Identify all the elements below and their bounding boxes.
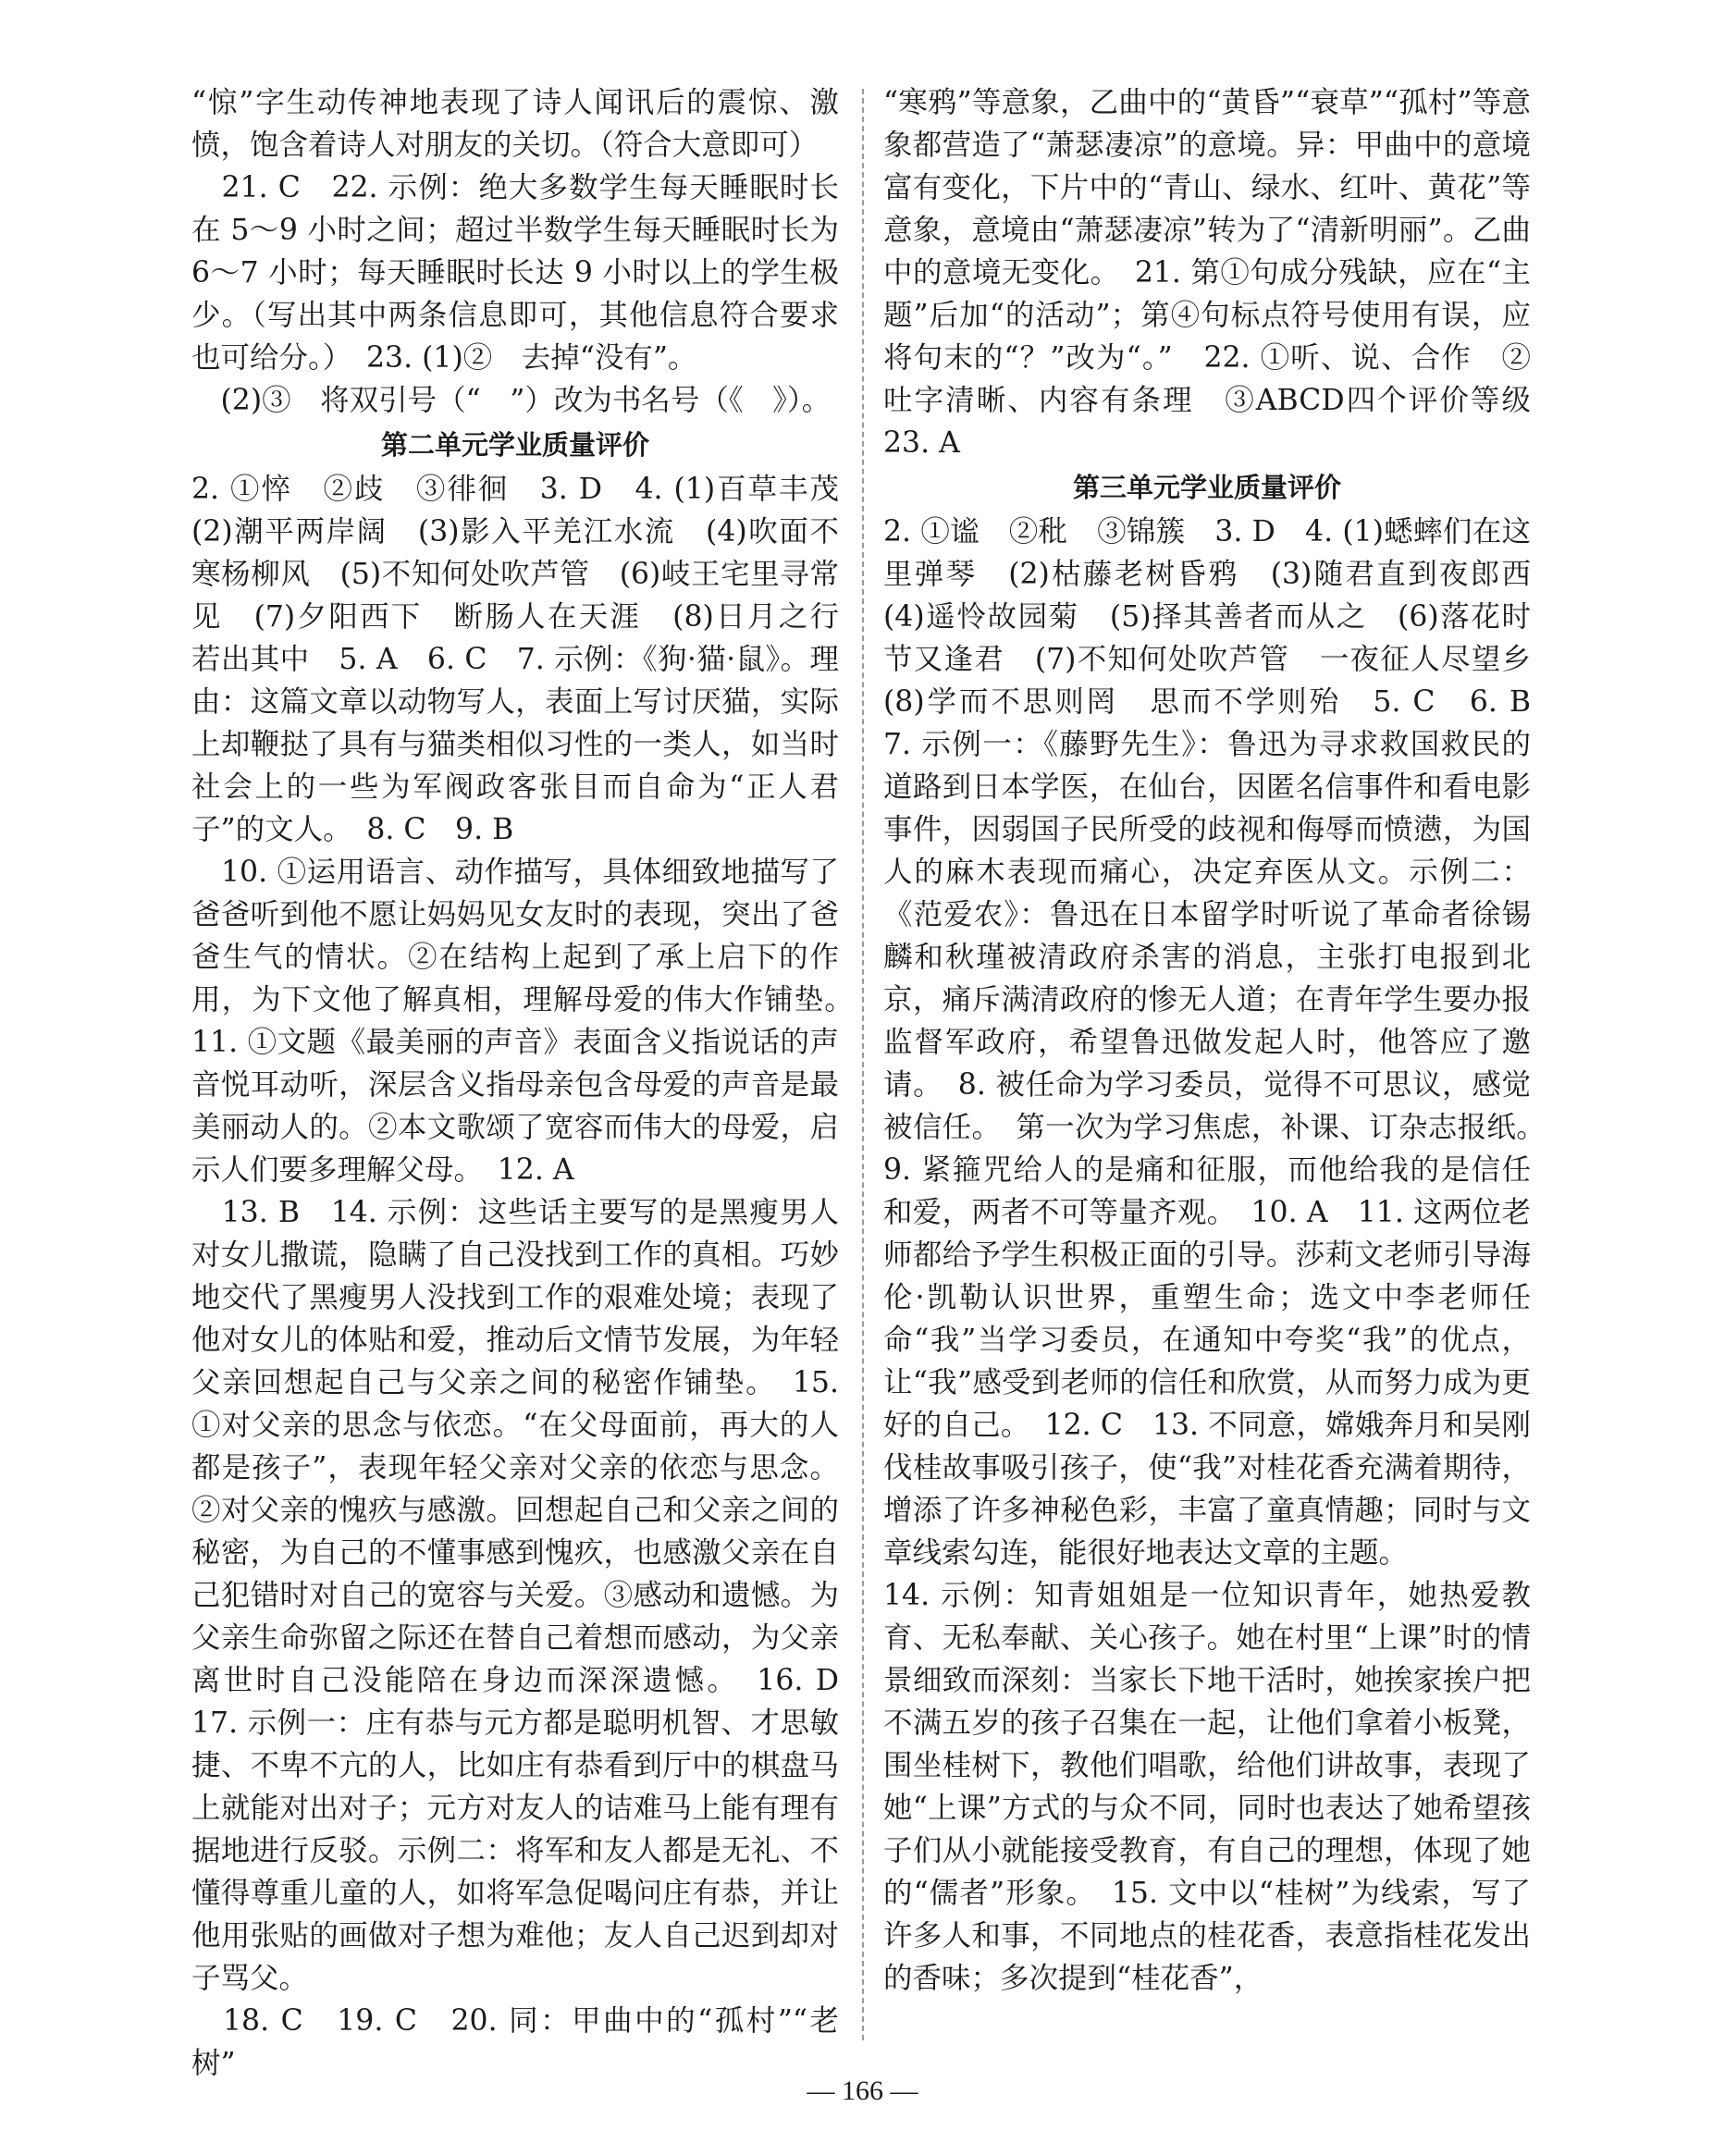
right-paragraph-1: “寒鸦”等意象，乙曲中的“黄昏”“衰草”“孤村”等意象都营造了“萧瑟凄凉”的意境。异：甲曲中的意境富有变化，下片中的“青山、绿水、红叶、黄花”等意象，意境由“萧瑟凄凉”转为了“清新明丽”。乙曲中的意境无变化。 21. 第①句成分残缺，应在“主题”后加“的活动”；第④句标点符号使用有误，应将句末的“？”改为“。” 22. ①听、说、合作 ②吐字清晰、内容有条理 ③ABCD四个评价等级 23. A xyxy=(883,86,1560,460)
page-number: — 166 — xyxy=(807,2076,918,2106)
left-paragraph-4: 2. ①悴 ②歧 ③徘徊 3. D 4. (1)百草丰茂 (2)潮平两岸阔 (3)影入平羌江水流 (4)吹面不寒杨柳风 (5)不知何处吹芦管 (6)岐王宅里寻常见 (7)夕阳西下 断肠人在天涯 (8)日月之行 若出其中 5. A 6. C 7. 示例：《狗·猫·鼠》。理由：这篇文章以动物写人，表面上写讨厌猫，实际上却鞭挞了具有与猫类相似习性的一类人，如当时社会上的一些为军阀政客张目而自命为“正人君子”的文人。 8. C 9. B xyxy=(191,473,869,846)
section-heading-unit-2: 第二单元学业质量评价 xyxy=(380,429,649,461)
right-paragraph-3: 14. 示例：知青姐姐是一位知识青年，她热爱教育、无私奉献、关心孩子。她在村里“上课”时的情景细致而深刻：当家长下地干活时，她挨家挨户把不满五岁的孩子召集在一起，让他们拿着小板凳，围坐桂树下，教他们唱歌，给他们讲故事，表现了她“上课”方式的与众不同，同时也表达了她希望孩子们从小就能接受教育，有自己的理想，体现了她的“儒者”形象。 15. 文中以“桂树”为线索，写了许多人和事，不同地点的桂花香，表意指桂花发出的香味；多次提到“桂花香”， xyxy=(883,1579,1531,1995)
right-paragraph-2: 2. ①谧 ②秕 ③锦簇 3. D 4. (1)蟋蟀们在这里弹琴 (2)枯藤老树昏鸦 (3)随君直到夜郎西 (4)遥怜故园菊 (5)择其善者而从之 (6)落花时节又逢君 (7)不知何处吹芦管 一夜征人尽望乡 (8)学而不思则罔 思而不学则殆 5. C 6. B 7. 示例一：《藤野先生》：鲁迅为寻求救国救民的道路到日本学医，在仙台，因匿名信事件和看电影事件，因弱国子民所受的歧视和侮辱而愤懑，为国人的麻木表现而痛心，决定弃医从文。示例二：《范爱农》：鲁迅在日本留学时听说了革命者徐锡麟和秋瑾被清政府杀害的消息，主张打电报到北京，痛斥满清政府的惨无人道；在青年学生要办报监督军政府，希望鲁迅做发起人时，他答应了邀请。 8. 被任命为学习委员，觉得不可思议，感觉被信任。 第一次为学习焦虑，补课、订杂志报纸。 9. 紧箍咒给人的是痛和征服，而他给我的是信任和爱，两者不可等量齐观。 10. A 11. 这两位老师都给予学生积极正面的引导。莎莉文老师引导海伦·凯勒认识世界，重塑生命；选文中李老师任命“我”当学习委员，在通知中夸奖“我”的优点，让“我”感受到老师的信任和欣赏，从而努力成为更好的自己。 12. C 13. 不同意，嫦娥奔月和吴刚伐桂故事吸引孩子，使“我”对桂花香充满着期待，增添了许多神秘色彩，丰富了童真情趣；同时与文章线索勾连，能很好地表达文章的主题。 xyxy=(883,515,1560,1570)
left-paragraph-7: 18. C 19. C 20. 同：甲曲中的“孤村”“老树” xyxy=(191,2004,839,2080)
left-paragraph-2: 21. C 22. 示例：绝大多数学生每天睡眠时长在 5～9 小时之间；超过半数学生每天睡眠时长为 6～7 小时；每天睡眠时长达 9 小时以上的学生极少。（写出其中两条信息即可，其他信息符合要求也可给分。） 23. (1)② 去掉“没有”。 xyxy=(191,171,839,375)
left-paragraph-3: (2)③ 将双引号（“ ”）改为书名号（《 》）。 xyxy=(191,384,832,417)
left-paragraph-5: 10. ①运用语言、动作描写，具体细致地描写了爸爸听到他不愿让妈妈见女友时的表现，突出了爸爸生气的情状。②在结构上起到了承上启下的作用，为下文他了解真相，理解母爱的伟大作铺垫。 11. ①文题《最美丽的声音》表面含义指说话的声音悦耳动听，深层含义指母亲包含母爱的声音是最美丽动人的。②本文歌颂了宽容而伟大的母爱，启示人们要多理解父母。 12. A xyxy=(191,856,869,1187)
section-heading-unit-3: 第三单元学业质量评价 xyxy=(1072,472,1341,503)
left-paragraph-6: 13. B 14. 示例：这些话主要写的是黑瘦男人对女儿撒谎，隐瞒了自己没找到工作的真相。巧妙地交代了黑瘦男人没找到工作的艰难处境；表现了他对女儿的体贴和爱，推动后文情节发展，为年轻父亲回想起自己与父亲之间的秘密作铺垫。 15. ①对父亲的思念与依恋。“在父母面前，再大的人都是孩子”，表现年轻父亲对父亲的依恋与思念。②对父亲的愧疚与感激。回想起自己和父亲之间的秘密，为自己的不懂事感到愧疚，也感激父亲在自己犯错时对自己的宽容与关爱。③感动和遗憾。为父亲生命弥留之际还在替自己着想而感动，为父亲离世时自己没能陪在身边而深深遗憾。 16. D 17. 示例一：庄有恭与元方都是聪明机智、才思敏捷、不卑不亢的人，比如庄有恭看到厅中的棋盘马上就能对出对子；元方对友人的诘难马上能有理有据地进行反驳。示例二：将军和友人都是无礼、不懂得尊重儿童的人，如将军急促喝问庄有恭，并让他用张贴的画做对子想为难他；友人自己迟到却对子骂父。 xyxy=(191,1196,869,1995)
left-column xyxy=(191,81,869,2085)
right-column xyxy=(883,81,1560,2000)
column-divider xyxy=(862,89,864,2040)
left-paragraph-1: “惊”字生动传神地表现了诗人闻讯后的震惊、激愤，饱含着诗人对朋友的关切。（符合大意即可） xyxy=(191,86,839,162)
